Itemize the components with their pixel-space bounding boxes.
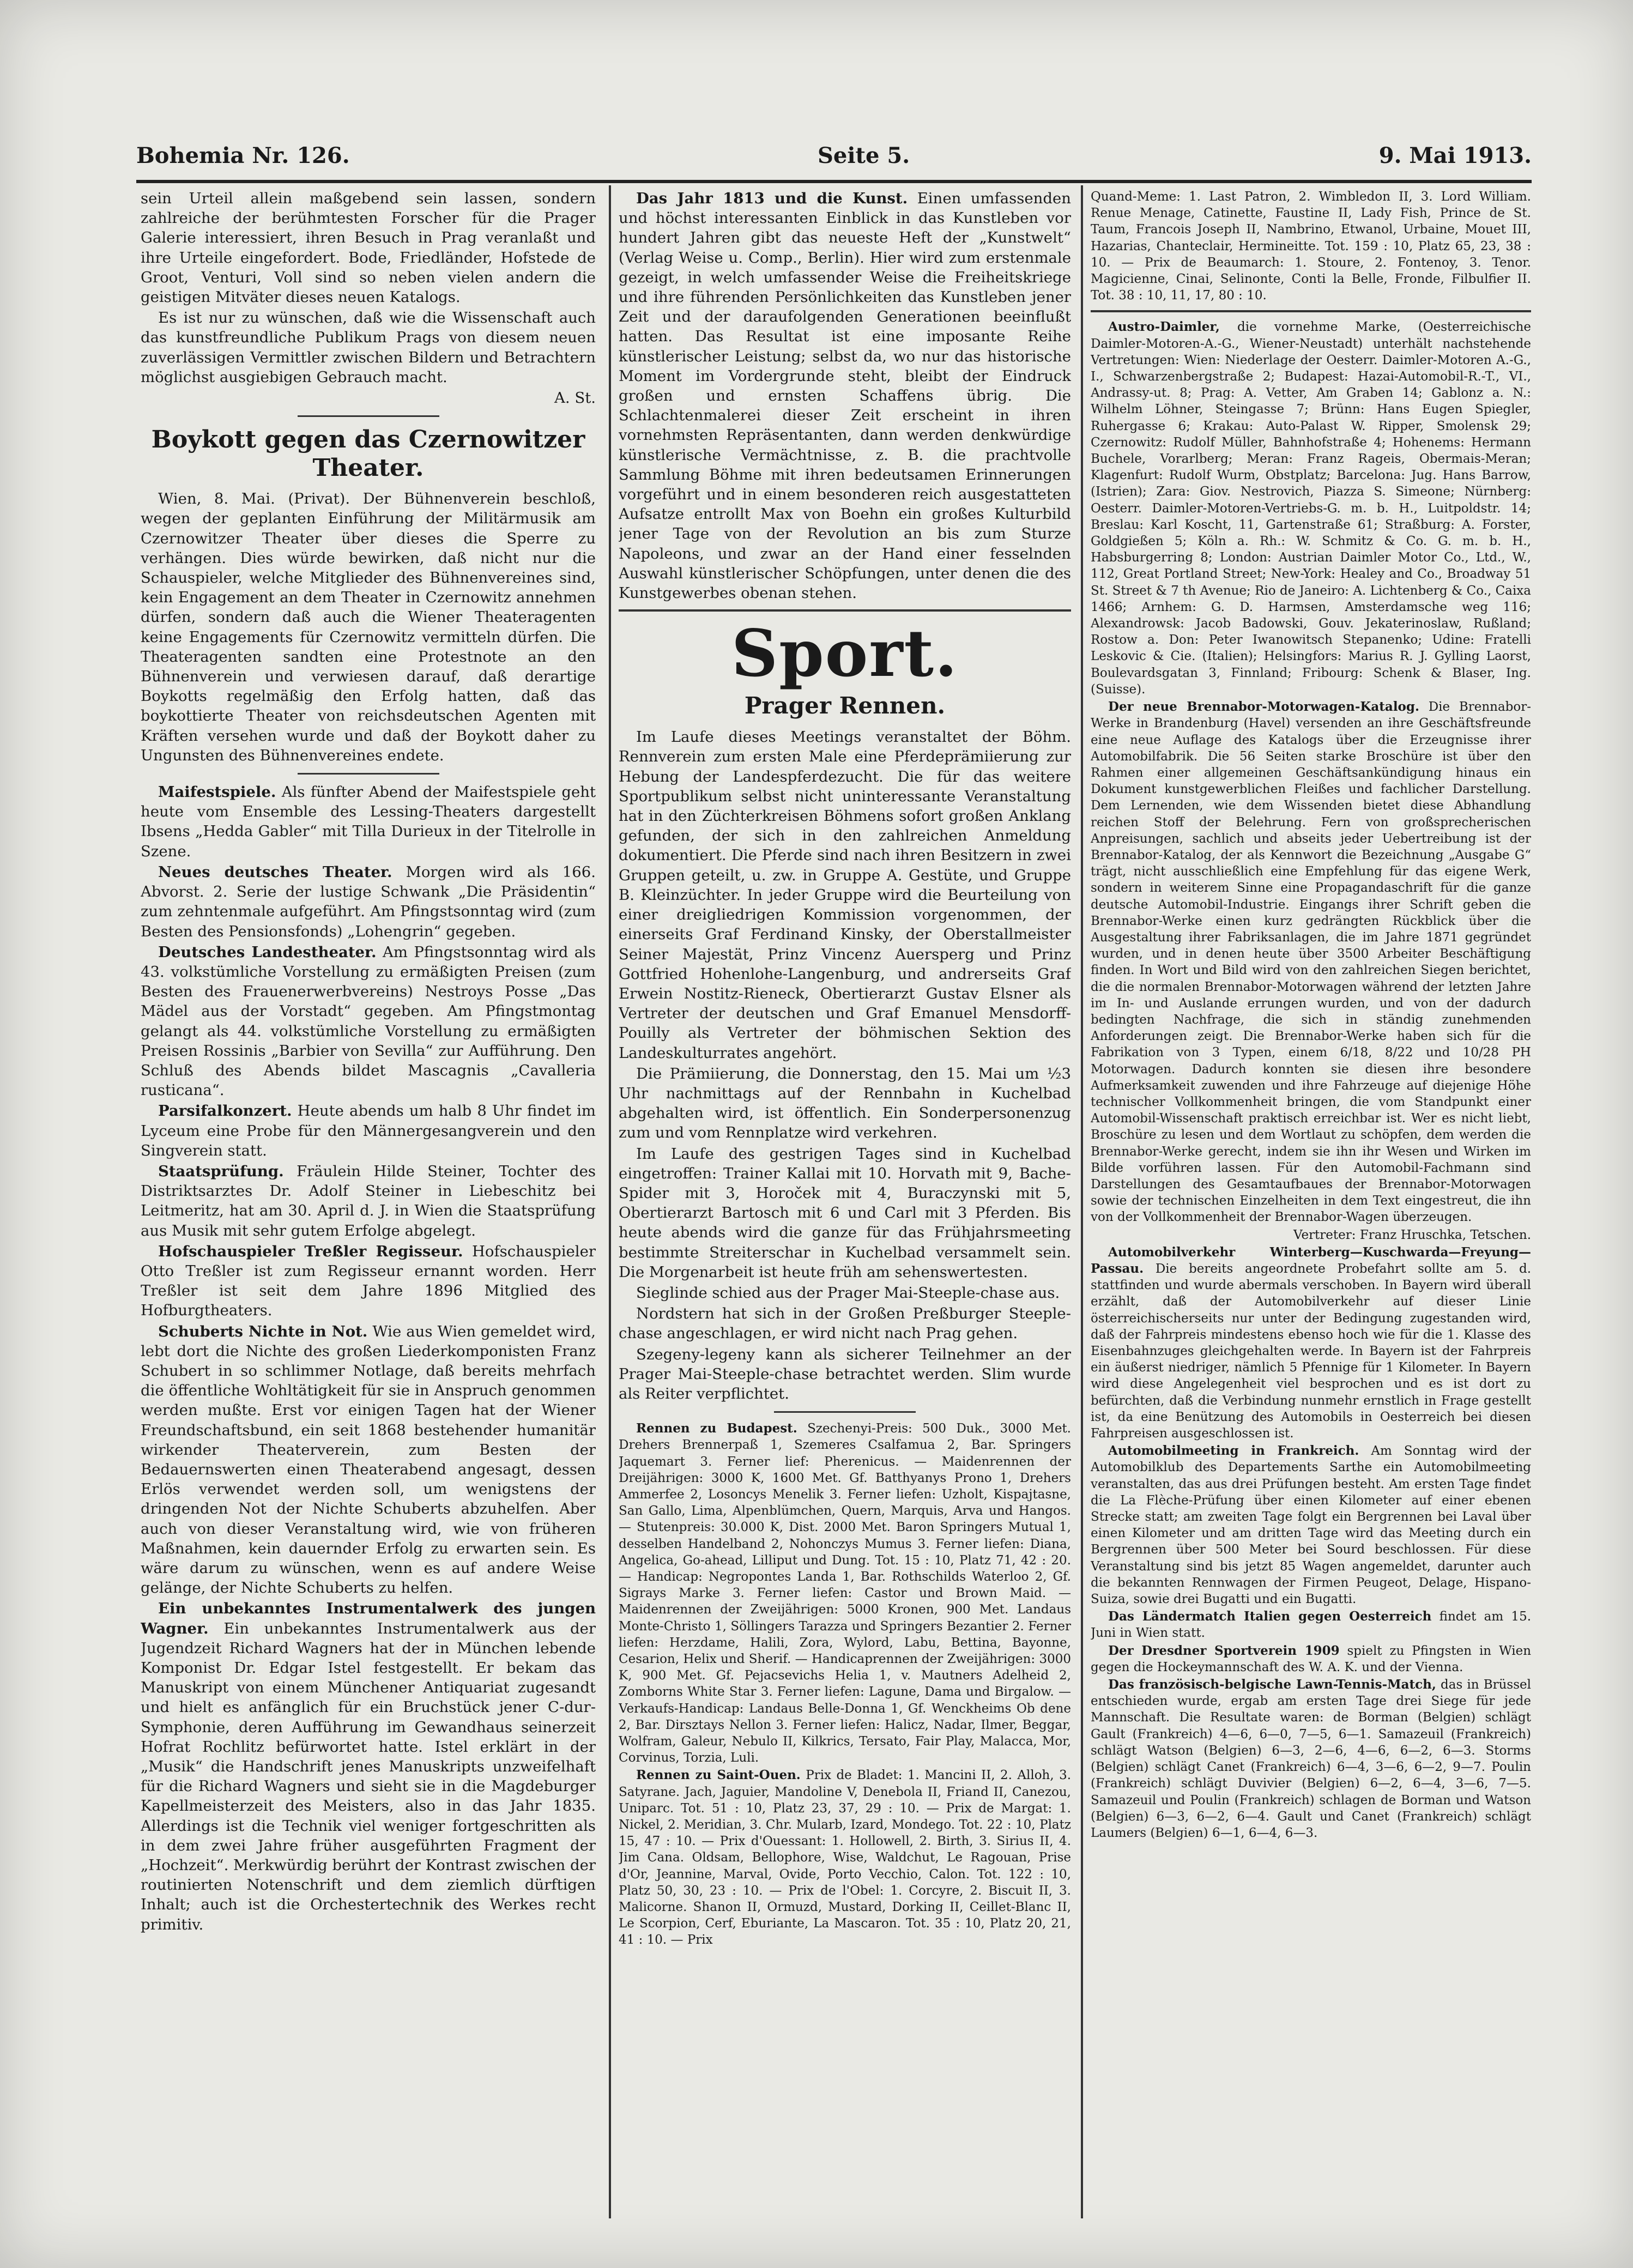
news-item bbox=[1091, 699, 1531, 1226]
article-text: Szegeny-legeny kann als sicherer Teilnehmer an der Prager Mai-Steeple-chase betrachtet werden. Slim wurde als Reiter verpflichtet. bbox=[619, 1345, 1071, 1402]
news-item-text: die vornehme Marke, (Oesterreichische Daimler-Motoren-A.-G., Wiener-Neustadt) unterhält nachstehende Vertretungen: Wien: Niederlage der Oesterr. Daimler-Motoren A.-G., I., Schwarzenbergstraße 2; Budapest: Hazai-Automobil-R.-T., VI., Andrassy-ut. 8; Prag: A. Vetter, Am Graben 14; Gablonz a. N.: Wilhelm Löhner, Steingasse 7; Brünn: Hans Eugen Spiegler, Ruhergasse 6; Krakau: Auto-Palast W. Ripper, Smolensk 29; Czernowitz: Rudolf Müller, Bahnhofstraße 4; Hohenems: Hermann Buchele, Vorarlberg; Meran: Franz Rageis, Obermais-Meran; Klagenfurt: Rudolf Wurm, Obstplatz; Barcelona: Jug. Hans Barrow, (Istrien); Zara: Giov. Nestrovich, Piazza S. Simeone; Nürnberg: Oesterr. Daimler-Motoren-Vertriebs-G. m. b. H., Luitpoldstr. 14; Breslau: Karl Koscht, 11, Gartenstraße 61; Straßburg: A. Forster, Goldgießen 5; Köln a. Rh.: W. Schmitz & Co. G. m. b. H., Habsburgerring 8; London: Austrian Daimler Motor Co., Ltd., W., 112, Great Portland Street; New-York: Healey and Co., Broadway 51 St. Street & 7 th Avenue; Rio de Janeiro: A. Lichtenberg & Co., Caixa 1466; Arnhem: G. D. Harmsen, Amsterdamsche weg 116; Alexandrowsk: Jacob Badowski, Gouv. Jekaterinoslaw, Rußland; Rostow a. Don: Peter Iwanowitsch Stepanenko; Udine: Fratelli Leskovic & Cie. (Italien); Helsingfors: Marius R. J. Gylling Laorst, Boulevardsgatan 3, Finnland; Fribourg: Schenk & Blaser, Ing. (Suisse). bbox=[1091, 320, 1531, 697]
article-text: Im Laufe des gestrigen Tages sind in Kuchelbad eingetroffen: Trainer Kallai mit 10. Horvath mit 9, Bache-Spider mit 3, Horoček mit 4, Buraczynski mit 5, Obertierarzt Bartosch mit 6 und Carl mit 3 Pferden. Bis heute abends wird die ganze für das Frühjahrsmeeting bestimmte Streiterschar in Kuchelbad versammelt sein. Die Morgenarbeit ist heute früh am sehenswertesten. bbox=[619, 1145, 1071, 1281]
race-results bbox=[619, 1767, 1071, 1948]
news-item-title: Hofschauspieler Treßler Regisseur. bbox=[158, 1242, 463, 1260]
separator bbox=[619, 609, 1071, 612]
news-item-text: Am Pfingstsonntag wird als 43. volkstümliche Vorstellung zu ermäßigten Preisen (zum Besten des Frauenerwerbvereins) Nestroys Posse „Das Mädel aus der Vorstadt“ gegeben. Am Pfingstmontag gelangt als 44. volkstümliche Vorstellung zu ermäßigten Preisen Rossinis „Barbier von Sevilla“ zur Aufführung. Den Schluß des Abends bildet Mascagnis „Cavalleria rusticana“. bbox=[141, 943, 596, 1099]
race-results-title: Rennen zu Budapest. bbox=[636, 1421, 797, 1436]
news-item bbox=[141, 1101, 596, 1160]
news-item bbox=[141, 1322, 596, 1598]
header-rule bbox=[136, 180, 1532, 183]
column-divider-1 bbox=[609, 185, 611, 2218]
news-item bbox=[1091, 1443, 1531, 1607]
news-item bbox=[141, 862, 596, 941]
page-header bbox=[136, 143, 1532, 176]
section-title-sport: Sport. bbox=[731, 615, 959, 692]
article-text: Die Prämiierung, die Donnerstag, den 15. Mai um ½3 Uhr nachmittags auf der Rennbahn in Kuchelbad abgehalten wird, ist öffentlich. Ein Sonderpersonenzug zum und vom Rennplatze wird verkehren. bbox=[619, 1065, 1071, 1142]
news-item-title: Automobilmeeting in Frankreich. bbox=[1108, 1443, 1359, 1459]
news-item bbox=[1091, 1244, 1531, 1442]
race-results-title: Rennen zu Saint-Ouen. bbox=[636, 1768, 801, 1783]
news-item-text: findet am 15. Juni in Wien statt. bbox=[1091, 1610, 1531, 1641]
news-item bbox=[619, 189, 1071, 603]
article-signature: A. St. bbox=[554, 389, 596, 407]
column-2 bbox=[619, 189, 1071, 2216]
separator bbox=[298, 773, 439, 775]
separator bbox=[298, 415, 439, 417]
news-item-title: Ein unbekanntes Instrumentalwerk des jungen Wagner. bbox=[141, 1600, 596, 1637]
news-item bbox=[141, 782, 596, 861]
news-item-text: spielt zu Pfingsten in Wien gegen die Hockeymannschaft des W. A. K. und der Vienna. bbox=[1091, 1643, 1531, 1674]
news-item-text: Morgen wird als 166. Abvorst. 2. Serie der lustige Schwank „Die Präsidentin“ zum zehntenmale aufgeführt. Am Pfingstsonntag wird (zum Besten des Pensionsfonds) „Lohengrin“ gegeben. bbox=[141, 863, 596, 940]
news-item-text: Am Sonntag wird der Automobilklub des Departements Sarthe ein Automobilmeeting veranstalten, das aus drei Prüfungen besteht. Am ersten Tage findet die La Flèche-Prüfung über einen Kilometer auf einer ebenen Strecke statt; am zweiten Tage folgt ein Bergrennen bei Laval über einen Kilometer und am dritten Tage wird das Meeting durch ein Bergrennen über 500 Meter bei Sourd beschlossen. Für diese Veranstaltung sind bis jetzt 85 Wagen angemeldet, darunter auch die bekannten Rennwagen der Firmen Peugeot, Delage, Hispano-Suiza, sowie drei Bugatti und ein Bugatti. bbox=[1091, 1444, 1531, 1607]
article-signature: Vertreter: Franz Hruschka, Tetschen. bbox=[1293, 1227, 1531, 1242]
news-item-text: Fräulein Hilde Steiner, Tochter des Distriktsarztes Dr. Adolf Steiner in Liebeschitz bei Leitmeritz, hat am 30. April d. J. in Wien die Staatsprüfung aus Musik mit sehr gutem Erfolge abgelegt. bbox=[141, 1162, 596, 1239]
news-item bbox=[1091, 1608, 1531, 1641]
news-item-text: Die bereits angeordnete Probefahrt sollte am 5. d. stattfinden und wurde abermals verschoben. In Bayern wird überall erzählt, daß der Automobilverkehr auf dieser Linie österreichischerseits nur unter der Bedingung zugestanden wird, daß der Fahrpreis mindestens ebenso hoch wie für die 1. Klasse des Eisenbahnzuges gleichgehalten werde. In Bayern ist der Fahrpreis ein äußerst niedriger, nämlich 5 Pfennige für 1 Kilometer. In Bayern wird diese Angelegenheit viel besprochen und es ist dort zu befürchten, daß die Verbindung nunmehr ernstlich in Frage gestellt ist, da eine Benützung des Automobils in Oesterreich bei diesen Fahrpreisen ausgeschlossen ist. bbox=[1091, 1262, 1531, 1441]
separator bbox=[1091, 310, 1531, 312]
separator bbox=[774, 1411, 916, 1413]
news-item-title: Maifestspiele. bbox=[158, 783, 276, 801]
column-divider-2 bbox=[1081, 185, 1083, 2218]
article-text: sein Urteil allein maßgebend sein lassen, sondern zahlreiche der berühmtesten Forscher für die Prager Galerie interessiert, ihren Besuch in Prag veranlaßt und ihre Urteile eingefordert. Bode, Friedländer, Hofstede de Groot, Venturi, Voll sind so neben vielen andern die geistigen Mitväter dieses neuen Katalogs. bbox=[141, 190, 596, 306]
news-item-text: Als fünfter Abend der Maifestspiele geht heute vom Ensemble des Lessing-Theaters dargestellt Ibsens „Hedda Gabler“ mit Tilla Durieux in der Titelrolle in Szene. bbox=[141, 783, 596, 860]
news-item-text: Ein unbekanntes Instrumentalwerk aus der Jugendzeit Richard Wagners hat der in München lebende Komponist Dr. Edgar Istel festgestellt. Er bekam das Manuskript von einem Münchener Antiquariat zugesandt und hielt es anfänglich für ein Bruchstück jener C-dur-Symphonie, deren Aufführung im Gewandhaus seinerzeit Hofrat Rochlitz befürwortet hatte. Istel erklärt in der „Musik“ die Handschrift jenes Manuskripts unzweifelhaft für die Richard Wagners und sieht sie in die Magdeburger Kapellmeisterzeit des Meisters, also in das Jahr 1835. Allerdings ist die Technik viel weniger fortgeschritten als in dem zwei Jahre früher ausgeführten Fragment der „Hochzeit“. Merkwürdig berührt der Kontrast zwischen der routinierten Notenschrift und dem ziemlich dürftigen Inhalt; auch ist die Orchestertechnik des Werkes recht primitiv. bbox=[141, 1619, 596, 1933]
article-text: Es ist nur zu wünschen, daß wie die Wissenschaft auch das kunstfreundliche Publikum Prags von diesem neuen zuverlässigen Vermittler zwischen Bildern und Betrachtern möglichst ausgiebigen Gebrauch macht. bbox=[141, 309, 596, 386]
header-publication: Bohemia Nr. 126. bbox=[136, 143, 350, 168]
news-item-text: Einen umfassenden und höchst interessanten Einblick in das Kunstleben vor hundert Jahren gibt das neueste Heft der „Kunstwelt“ (Verlag Weise u. Comp., Berlin). Hier wird zum erstenmale gezeigt, in welch umfassender Weise die Freiheitskriege und ihre führenden Persönlichkeiten das Kunstleben jener Zeit und der daraufolgenden Generationen beeinflußt hatten. Das Resultat ist eine imposante Reihe künstlerischer Leistung; selbst da, wo nur das historische Moment im Vordergrunde steht, bleibt der Eindruck großen und ernsten Schaffens übrig. Die Schlachtenmalerei dieser Zeit erscheint in ihren vornehmsten Repräsentanten, dann werden denkwürdige künstlerische Vermächtnisse, z. B. die prachtvolle Sammlung Böhme mit ihren bedeutsamen Erinnerungen vorgeführt und in einem besonderen reich ausgestatteten Aufsatze entrollt Max von Boehn ein großes Kulturbild jener Tage von der Revolution an bis zum Sturze Napoleons, und zwar an der Hand einer fesselnden Auswahl künstlerischer Schöpfungen, unter denen die des Kunstgewerbes obenan stehen. bbox=[619, 190, 1071, 602]
news-item-title: Schuberts Nichte in Not. bbox=[158, 1322, 368, 1340]
news-item-text: Heute abends um halb 8 Uhr findet im Lyceum eine Probe für den Männergesangverein und den Singverein statt. bbox=[141, 1102, 596, 1159]
news-item-text: das in Brüssel entschieden wurde, ergab am ersten Tage drei Siege für jede Mannschaft. Die Resultate waren: de Borman (Belgien) schlägt Gault (Frankreich) 4—6, 6—0, 7—5, 6—1. Samazeuil (Frankreich) schlägt Watson (Belgien) 6—3, 2—6, 4—6, 6—2, 6—3. Storms (Belgien) schlägt Canet (Frankreich) 6—4, 3—6, 6—2, 9—7. Poulin (Frankreich) schlägt Duvivier (Belgien) 6—2, 6—4, 3—6, 7—5. Samazeuil und Poulin (Frankreich) schlagen de Borman und Watson (Belgien) 6—3, 6—2, 6—4. Gault und Canet (Frankreich) schlägt Laumers (Belgien) 6—1, 6—4, 6—3. bbox=[1091, 1678, 1531, 1840]
news-item-title: Staatsprüfung. bbox=[158, 1162, 284, 1180]
news-item-title: Automobilverkehr Winterberg—Kuschwarda—Freyung—Passau. bbox=[1091, 1244, 1531, 1276]
news-item bbox=[141, 1162, 596, 1241]
news-item-text: Wie aus Wien gemeldet wird, lebt dort die Nichte des großen Liederkomponisten Franz Schubert in so schlimmer Notlage, daß bereits mehrfach die öffentliche Wohltätigkeit für sie in Anspruch genommen werden mußte. Erst vor einigen Tagen hat der Wiener Freundschaftsbund, ein seit 1868 bestehender humanitär wirkender Theaterverein, zum Besten der Bedauernswerten einen Theaterabend angesagt, dessen Erlös verwendet werden soll, um wenigstens der dringenden Not der Nichte Schuberts abzuhelfen. Aber auch von dieser Veranstaltung wird, wie von früheren Maßnahmen, kein dauernder Erfolg zu erwarten sein. Es wäre darum zu wünschen, wenn es auf andere Weise gelänge, der Nichte Schuberts zu helfen. bbox=[141, 1322, 596, 1597]
news-item-title: Der Dresdner Sportverein 1909 bbox=[1108, 1643, 1340, 1658]
race-results bbox=[619, 1420, 1071, 1766]
article-text: Nordstern hat sich in der Großen Preßburger Steeple-chase angeschlagen, er wird nicht nach Prag gehen. bbox=[619, 1305, 1071, 1342]
news-item-title: Das Ländermatch Italien gegen Oesterreich bbox=[1108, 1609, 1432, 1624]
article-title: Boykott gegen das Czernowitzer Theater. bbox=[151, 426, 585, 482]
header-page-number: Seite 5. bbox=[818, 143, 910, 168]
news-item-title: Deutsches Landestheater. bbox=[158, 943, 377, 961]
header-date: 9. Mai 1913. bbox=[1378, 143, 1532, 168]
news-item-title: Das Jahr 1813 und die Kunst. bbox=[636, 190, 908, 207]
news-item-title: Parsifalkonzert. bbox=[158, 1102, 292, 1120]
article-text: Wien, 8. Mai. (Privat). Der Bühnenverein beschloß, wegen der geplanten Einführung der Militärmusik am Czernowitzer Theater über dieses die Sperre zu verhängen. Dies würde bewirken, daß nicht nur die Schauspieler, welche Mitglieder des Bühnenvereines sind, kein Engagement an dem Theater in Czernowitz annehmen dürfen, sondern daß auch die Wiener Theateragenten keine Engagements für Czernowitz vermitteln dürfen. Die Theateragenten sandten eine Protestnote an den Bühnenverein und verwiesen darauf, daß derartige Boykotts regelmäßig den Erfolg hatten, daß das boykottierte Theater von reichsdeutschen Agenten mit Kräften versehen wurde und daß der Boykott daher zu Ungunsten des Bühnenvereines endete. bbox=[141, 490, 596, 764]
article-text: Sieglinde schied aus der Prager Mai-Steeple-chase aus. bbox=[636, 1284, 1060, 1302]
column-1 bbox=[141, 189, 596, 2216]
news-item bbox=[141, 1242, 596, 1321]
news-item bbox=[141, 1599, 596, 1934]
race-results-text: Quand-Meme: 1. Last Patron, 2. Wimbledon II, 3. Lord William. Renue Menage, Catinette, Faustine II, Lady Fish, Prince de St. Taum, Francois Joseph II, Nambrino, Etwanol, Urbaine, Mouet III, Hazarias, Chanteclair, Hermineitte. Tot. 159 : 10, Platz 65, 23, 38 : 10. — Prix de Beaumarch: 1. Stoure, 2. Fontenoy, 3. Tenor. Magicienne, Cinai, Selinonte, Conti la Belle, Fronde, Filbulfier II. Tot. 38 : 10, 11, 17, 80 : 10. bbox=[1091, 190, 1531, 303]
race-results-text: Szechenyi-Preis: 500 Duk., 3000 Met. Drehers Brennerpaß 1, Szemeres Csalfamua 2, Bar. Springers Jaquemart 3. Ferner lief: Pherenicus. — Maidenrennen der Dreijährigen: 3000 K, 1600 Met. Gf. Batthyanys Prono 1, Drehers Ammerfee 2, Losoncys Menelik 3. Ferner liefen: Uzholt, Kispajtasne, San Gallo, Lima, Alpenblümchen, Quern, Marquis, Arva und Hangos. — Stutenpreis: 30.000 K, Dist. 2000 Met. Baron Springers Mutual 1, desselben Handelband 2, Nohonczys Mumus 3. Ferner liefen: Diana, Angelica, Go-ahead, Lilliput und Dung. Tot. 15 : 10, Platz 71, 42 : 20. — Handicap: Negropontes Landa 1, Bar. Rothschilds Waterloo 2, Gf. Sigrays Marke 3. Ferner liefen: Castor und Brown Maid. — Maidenrennen der Zweijährigen: 5000 Kronen, 900 Met. Landaus Monte-Christo 1, Söllingers Tarazza und Springers Bezantier 2. Ferner liefen: Herzdame, Halili, Zora, Wylord, Labu, Bettina, Bayonne, Cesarion, Helix und Sherif. — Handicaprennen der Zweijährigen: 3000 K, 900 Met. Gf. Pejacsevichs Helia 1, v. Mautners Adelheid 2, Zomborns White Star 3. Ferner liefen: Lagune, Dama und Birgalow. — Verkaufs-Handicap: Landaus Belle-Donna 1, Gf. Wenckheims Ob dene 2, Bar. Dirsztays Nellon 3. Ferner liefen: Halicz, Nadar, Ilmer, Beggar, Wolfram, Galeur, Nebulo II, Kilkrics, Tersato, Fair Play, Malacca, Mor, Corvinus, Torzia, Luli. bbox=[619, 1422, 1071, 1765]
column-3 bbox=[1091, 189, 1531, 2216]
news-item-text: Die Brennabor-Werke in Brandenburg (Havel) versenden an ihre Geschäftsfreunde eine neue Auflage des Katalogs über die Erzeugnisse ihrer Automobilfabrik. Die 56 Seiten starke Broschüre ist über den Rahmen einer allgemeinen Geschäftsankündigung hinaus ein Dokument kunstgewerblichen Fleißes und fachlicher Darstellung. Dem Lernenden, wie dem Wissenden bietet diese Abhandlung reichen Stoff der Belehrung. Fern von großsprecherischen Anpreisungen, sachlich und abseits jeder Uebertreibung ist der Brennabor-Katalog, der als Kennwort die Bezeichnung „Ausgabe G“ trägt, nicht ausschließlich eine Empfehlung für das eigene Werk, sondern in weiterem Sinne eine Propagandaschrift für die ganze deutsche Automobil-Industrie. Eingangs ihrer Schrift geben die Brennabor-Werke einen kurz gedrängten Rückblick über die Ausgestaltung ihrer Fabriksanlagen, die im Jahre 1871 gegründet wurden, und in denen heute über 3500 Arbeiter Beschäftigung finden. In Wort und Bild wird von den zahlreichen Siegen berichtet, die die normalen Brennabor-Motorwagen während der letzten Jahre im In- und Auslande errungen wurden, und von der dadurch bedingten Nachfrage, die sich in ständig zunehmenden Anforderungen zeigt. Die Brennabor-Werke haben sich für die Fabrikation von 3 Typen, einem 6/18, 8/22 und 10/28 PH Motorwagen. Dadurch konnten sie diesen ihre besondere Aufmerksamkeit zuwenden und ihre Fahrzeuge auf diejenige Höhe technischer Vollkommenheit bringen, die vom Standpunkt einer Automobil-Wissenschaft praktisch erreichbar ist. Wer es nicht liebt, Broschüre zu lesen und dem Wortlaut zu schöpfen, dem werden die Brennabor-Werke gerecht, indem sie ihn ihr Wesen und Wirken im Bilde vorführen lassen. Für den Automobil-Fachmann sind Darstellungen des Gesamtaufbaues der Brennabor-Motorwagen sowie der technischen Einzelheiten in dem Text eingestreut, die ihn von der Vollkommenheit der Brennabor-Wagen überzeugen. bbox=[1091, 700, 1531, 1225]
news-item-text: Hofschauspieler Otto Treßler ist zum Regisseur ernannt worden. Herr Treßler ist seit dem Jahre 1896 Mitglied des Hofburgtheaters. bbox=[141, 1242, 596, 1320]
news-item bbox=[1091, 1677, 1531, 1841]
news-item bbox=[1091, 319, 1531, 698]
news-item bbox=[141, 942, 596, 1100]
news-item-title: Austro-Daimler, bbox=[1108, 319, 1220, 335]
race-results-text: Prix de Bladet: 1. Mancini II, 2. Alloh, 3. Satyrane. Jach, Jaguier, Mandoline V, Denebola II, Friand II, Canezou, Uniparc. Tot. 51 : 10, Platz 23, 37, 29 : 10. — Prix de Margat: 1. Nickel, 2. Meridian, 3. Chr. Mularb, Izard, Mondego. Tot. 22 : 10, Platz 15, 47 : 10. — Prix d'Ouessant: 1. Hollowell, 2. Birth, 3. Sirius II, 4. Jim Cana. Oldsam, Bellophore, Wise, Waldchut, Le Ragouan, Prise d'Or, Jeannine, Marval, Ovide, Porto Vecchio, Calon. Tot. 122 : 10, Platz 50, 30, 23 : 10. — Prix de l'Obel: 1. Corcyre, 2. Biscuit II, 3. Malicorne. Shanon II, Ormuzd, Mustard, Dorking II, Ceillet-Blanc II, Le Scorpion, Cerf, Eburiante, La Mascaron. Tot. 35 : 10, Platz 20, 21, 41 : 10. — Prix bbox=[619, 1768, 1071, 1948]
news-item-title: Neues deutsches Theater. bbox=[158, 863, 392, 881]
article-title: Prager Rennen. bbox=[744, 692, 946, 719]
news-item bbox=[1091, 1643, 1531, 1676]
article-text: Im Laufe dieses Meetings veranstaltet der Böhm. Rennverein zum ersten Male eine Pferdeprämiierung zur Hebung der Landespferdezucht. Die für das weitere Sportpublikum selbst nicht uninteressante Veranstaltung hat in den Züchterkreisen Böhmens sofort großen Anklang gefunden, der sich in den zahlreichen Anmeldung dokumentiert. Die Pferde sind nach ihren Besitzern in zwei Gruppen geteilt, u. zw. in Gruppe A. Gestüte, und Gruppe B. Kleinzüchter. In jeder Gruppe wird die Beurteilung von einer dreigliedrigen Kommission vorgenommen, der einerseits Graf Ferdinand Kinsky, der Oberstallmeister Seiner Majestät, Prinz Vincenz Auersperg und Prinz Gottfried Hohenlohe-Langenburg, und andrerseits Graf Erwein Nostitz-Rieneck, Obertierarzt Gustav Elsner als Vertreter der deutschen und Graf Emanuel Mensdorff-Pouilly als Vertreter der böhmischen Sektion des Landeskulturrates angehört. bbox=[619, 728, 1071, 1062]
news-item-title: Der neue Brennabor-Motorwagen-Katalog. bbox=[1108, 699, 1419, 715]
news-item-title: Das französisch-belgische Lawn-Tennis-Match, bbox=[1108, 1677, 1436, 1692]
